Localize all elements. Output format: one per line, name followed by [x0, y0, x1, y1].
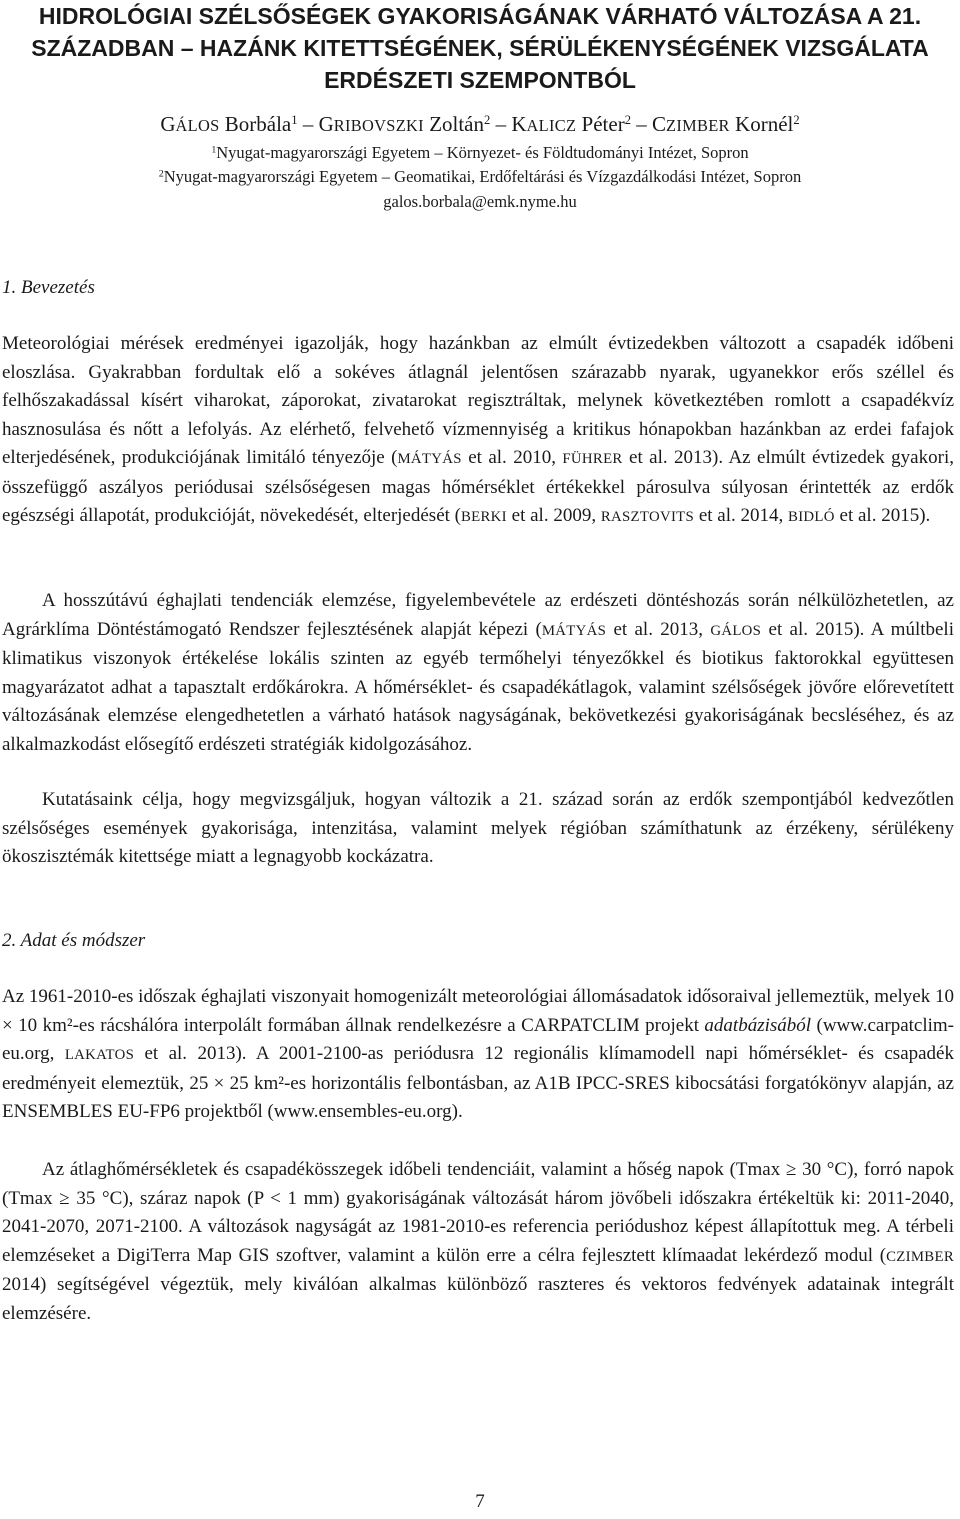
page-number: 7	[475, 1491, 485, 1512]
section-heading-introduction: 1. Bevezetés	[2, 277, 95, 298]
paper-title: HIDROLÓGIAI SZÉLSŐSÉGEK GYAKORISÁGÁNAK VÁRHATÓ VÁLTOZÁSA A 21. SZÁZADBAN – HAZÁNK KITETTSÉGÉNEK, SÉRÜLÉKENYSÉGÉNEK VIZSGÁLATA ERDÉSZETI SZEMPONTBÓL	[31, 3, 929, 93]
affiliation-1: $^1$Nyugat-magyarországi Egyetem – Környezet- és Földtudományi Intézet, Sopron	[211, 143, 749, 162]
author-4: CZIMBER Kornél$^2$	[652, 112, 800, 136]
section-heading-methods: 2. Adat és módszer	[2, 930, 146, 951]
author-line: GÁLOS Borbála$^1$ – GRIBOVSZKI Zoltán$^2$ – KALICZ Péter$^2$ – CZIMBER Kornél$^2$	[160, 112, 800, 136]
intro-paragraph-2: A hosszútávú éghajlati tendenciák elemzése, figyelembevétele az erdészeti döntéshozás során nélkülözhetetlen, az Agrárklíma Döntéstámogató Rendszer fejlesztésének alapját képezi (MÁTYÁS et al. 2013, GÁLOS et al. 2015). A múltbeli klimatikus viszonyok értékelése lokális szinten az egyéb termőhelyi tényezőkkel és biotikus faktorokkal együttesen magyarázatot adhat a tapasztalt erdőkárokra. A hőmérséklet- és csapadékátlagok, valamint szélsőségek jövőre előrevetített változásának elemzése elengedhetetlen a várható hatások nagyságának, bekövetkezési gyakoriságának becsléséhez, és az alkalmazkodást elősegítő erdészeti stratégiák kidolgozásához.	[2, 590, 954, 755]
author-1: GÁLOS Borbála$^1$	[160, 112, 298, 136]
author-2: GRIBOVSZKI Zoltán$^2$	[318, 112, 491, 136]
contact-email: galos.borbala@emk.nyme.hu	[383, 192, 577, 211]
methods-paragraph-1: Az 1961-2010-es időszak éghajlati viszonyait homogenizált meteorológiai állomásadatok idősoraival jellemeztük, melyek 10 × 10 km²-es rácshálóra interpolált formában állnak rendelkezésre a CARPATCLIM projekt adatbázisából (www.carpatclim-eu.org, LAKATOS et al. 2013). A 2001-2100-as periódusra 12 regionális klímamodell napi hőmérséklet- és csapadék eredményeit elemeztük, 25 × 25 km²-es horizontális felbontásban, az A1B IPCC-SRES kibocsátási forgatókönyv alapján, az ENSEMBLES EU-FP6 projektből (www.ensembles-eu.org).	[2, 986, 955, 1122]
affiliation-2: $^2$Nyugat-magyarországi Egyetem – Geomatikai, Erdőfeltárási és Vízgazdálkodási Intézet, Sopron	[158, 167, 802, 186]
methods-paragraph-2: Az átlaghőmérsékletek és csapadékösszegek időbeli tendenciáit, valamint a hőség napok (Tmax ≥ 30 °C), forró napok (Tmax ≥ 35 °C), száraz napok (P < 1 mm) gyakoriságának változását három jövőbeli időszakra értékeltük ki: 2011-2040, 2041-2070, 2071-2100. A változások nagyságát az 1981-2010-es referencia periódushoz képest állapítottuk meg. A térbeli elemzéseket a DigiTerra Map GIS szoftver, valamint a külön erre a célra fejlesztett klímaadat lekérdező modul (CZIMBER 2014) segítségével végeztük, mely kiválóan alkalmas különböző raszteres és vektoros fedvények adatainak integrált elemzésére.	[2, 1159, 954, 1324]
intro-paragraph-1: Meteorológiai mérések eredményei igazolják, hogy hazánkban az elmúlt évtizedekben változott a csapadék időbeni eloszlása. Gyakrabban fordultak elő a sokéves átlagnál jelentősen szárazabb nyarak, ugyanekkor erős széllel és felhőszakadással kísért viharokat, záporokat, zivatarokat regisztráltak, melynek következtében romlott a csapadékvíz hasznosulása és nőtt a lefolyás. Az elérhető, felvehető vízmennyiség a kritikus hónapokban hazánkban az erdei fafajok elterjedésének, produkciójának limitáló tényezője (MÁTYÁS et al. 2010, FÜHRER et al. 2013). Az elmúlt évtizedek gyakori, összefüggő aszályos periódusai szélsőségesen magas hőmérséklet értékekkel párosulva súlyosan érintették az erdők egészségi állapotát, produkcióját, növekedését, elterjedését (BERKI et al. 2009, RASZTOVITS et al. 2014, BIDLÓ et al. 2015).	[2, 333, 954, 526]
intro-paragraph-3: Kutatásaink célja, hogy megvizsgáljuk, hogyan változik a 21. század során az erdők szempontjából kedvezőtlen szélsőséges események gyakorisága, intenzitása, valamint melyek régióban számíthatunk az érzékeny, sérülékeny ökoszisztémák kitettsége miatt a legnagyobb kockázatra.	[2, 789, 954, 867]
author-3: KALICZ Péter$^2$	[511, 112, 631, 136]
